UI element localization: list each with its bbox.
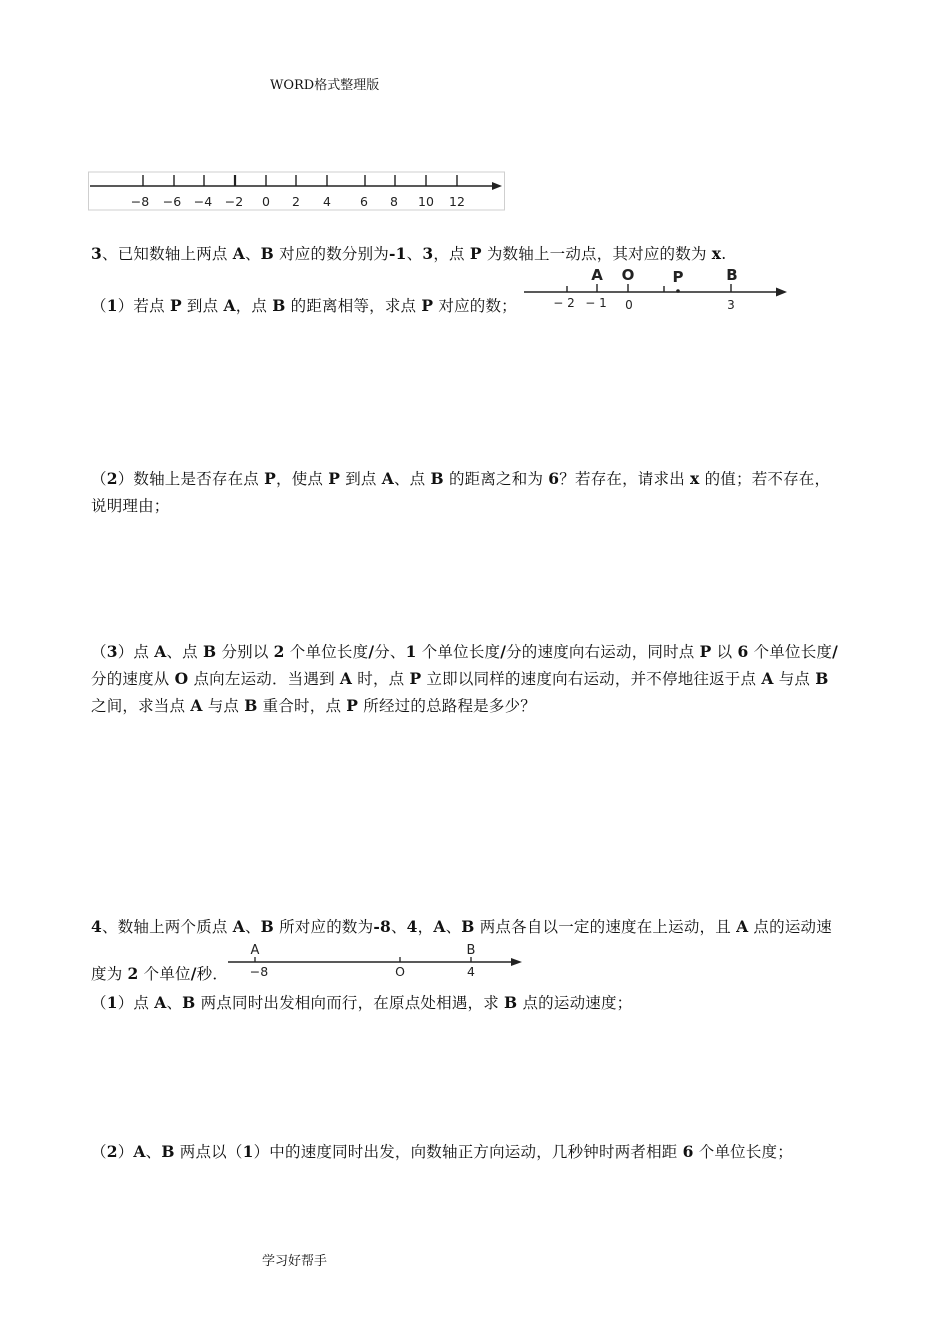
q3-part2-line2 xyxy=(91,494,170,516)
text-run: A xyxy=(232,917,245,936)
text-run: 2 xyxy=(127,964,139,983)
tick-label: 0 xyxy=(625,298,633,312)
text-run: 1 xyxy=(106,296,118,315)
text-run: 以 xyxy=(711,643,738,661)
text-run: 、 xyxy=(445,918,462,936)
text-run: -8 xyxy=(373,917,391,936)
text-run: A xyxy=(381,469,394,488)
text-run: x xyxy=(690,469,700,488)
text-run: 分、 xyxy=(374,643,406,661)
text-run: B xyxy=(182,993,196,1012)
text-run: ， xyxy=(417,918,434,936)
text-run: 个单位长度 xyxy=(416,643,501,661)
tick-label: −4 xyxy=(193,194,213,209)
text-run: B xyxy=(430,469,444,488)
text-run: A xyxy=(154,993,167,1012)
text-run: 2 xyxy=(106,469,118,488)
text-run: 、 xyxy=(244,918,261,936)
tick-label: − 1 xyxy=(585,296,607,310)
tick-label: 6 xyxy=(360,194,368,209)
tick-label: 8 xyxy=(390,194,398,209)
tick-label: 10 xyxy=(418,194,434,209)
text-run: P xyxy=(328,469,341,488)
text-run: ，点 xyxy=(235,297,273,315)
text-run: （ xyxy=(91,1143,107,1161)
text-run: 分别以 xyxy=(216,643,274,661)
text-run: （ xyxy=(91,994,107,1012)
text-run: 点的运动速度； xyxy=(517,994,633,1012)
text-run: 分的速度向右运动，同时点 xyxy=(506,643,700,661)
text-run: P xyxy=(469,244,482,263)
text-run: ，点 xyxy=(433,245,470,263)
text-run: 3 xyxy=(91,244,102,263)
text-run: ） xyxy=(117,1143,134,1161)
text-run: B xyxy=(272,296,286,315)
text-run: 2 xyxy=(106,1142,118,1161)
text-run: 、 xyxy=(406,245,423,263)
axis-arrow xyxy=(511,958,522,966)
text-run: 3 xyxy=(422,244,434,263)
text-run: 时，点 xyxy=(352,670,410,688)
text-run: B xyxy=(504,993,518,1012)
text-run: 到点 xyxy=(340,470,382,488)
text-run: ？若存在，请求出 xyxy=(559,470,691,488)
text-run: 两点各自以一定的速度在上运动，且 xyxy=(474,918,737,936)
text-run: 为数轴上一动点，其对应的数为 xyxy=(481,245,712,263)
q4-stem-line2 xyxy=(91,962,228,984)
text-run: 、 xyxy=(244,245,261,263)
text-run: 度为 xyxy=(91,965,128,983)
text-run: 4 xyxy=(91,917,102,936)
text-run: ）点 xyxy=(117,643,155,661)
point-label-p: P xyxy=(672,268,684,286)
text-run: B xyxy=(260,244,274,263)
text-run: 6 xyxy=(682,1142,694,1161)
text-run: / xyxy=(190,964,197,983)
text-run: 到点 xyxy=(181,297,224,315)
axis-arrow xyxy=(776,288,787,297)
text-run: ）数轴上是否存在点 xyxy=(117,470,265,488)
text-run: 所对应的数为 xyxy=(273,918,374,936)
text-run: 、 xyxy=(145,1143,162,1161)
tick-label: 4 xyxy=(323,194,331,209)
text-run: P xyxy=(421,296,434,315)
text-run: B xyxy=(161,1142,175,1161)
text-run: 个单位 xyxy=(138,965,191,983)
text-run: 的距离相等，求点 xyxy=(285,297,422,315)
text-run: 6 xyxy=(548,469,560,488)
text-run: 、点 xyxy=(393,470,431,488)
text-run: 、点 xyxy=(166,643,203,661)
text-run: 个单位长度 xyxy=(284,643,369,661)
point-label-a: A xyxy=(250,943,260,958)
tick-label: 3 xyxy=(727,298,735,312)
text-run: / xyxy=(368,642,375,661)
q3-part3-line2 xyxy=(91,667,829,689)
text-run: 秒． xyxy=(196,965,229,983)
point-label-b: B xyxy=(466,943,476,958)
text-run: 所经过的总路程是多少？ xyxy=(358,697,536,715)
text-run: 与点 xyxy=(773,670,816,688)
tick-label: 4 xyxy=(467,964,475,979)
text-run: B xyxy=(815,669,829,688)
text-run: 说明理由； xyxy=(91,497,170,515)
page-footer: 学习好帮手 xyxy=(262,1254,328,1269)
text-run: A xyxy=(433,917,446,936)
text-run: x xyxy=(711,244,722,263)
text-run: 个单位长度 xyxy=(748,643,833,661)
text-run: 、 xyxy=(166,994,183,1012)
point-label-o: O xyxy=(621,266,635,284)
text-run: P xyxy=(699,642,712,661)
text-run: 的距离之和为 xyxy=(443,470,549,488)
text-run: 4 xyxy=(406,917,418,936)
text-run: （ xyxy=(91,297,107,315)
text-run: -1 xyxy=(389,244,407,263)
text-run: 点的运动速 xyxy=(748,918,832,936)
q3-part2-line1 xyxy=(91,467,830,489)
text-run: A xyxy=(190,696,203,715)
tick-label: −2 xyxy=(224,194,244,209)
text-run: ）中的速度同时出发，向数轴正方向运动，几秒钟时两者相距 xyxy=(253,1143,683,1161)
text-run: 6 xyxy=(737,642,749,661)
q3-stem xyxy=(91,242,726,264)
text-run: 2 xyxy=(273,642,285,661)
text-run: B xyxy=(461,917,475,936)
text-run: ，使点 xyxy=(276,470,329,488)
page-header: WORD格式整理版 xyxy=(270,78,380,93)
tick-label: O xyxy=(395,964,405,979)
text-run: 1 xyxy=(405,642,417,661)
text-run: 点向左运动．当遇到 xyxy=(188,670,340,688)
text-run: P xyxy=(264,469,276,488)
text-run: A xyxy=(232,244,245,263)
tick-label: −8 xyxy=(130,194,150,209)
text-run: A xyxy=(761,669,774,688)
text-run: 对应的数分别为 xyxy=(273,245,390,263)
text-run: （ xyxy=(91,470,107,488)
text-run: P xyxy=(169,296,182,315)
text-run: 对应的数； xyxy=(433,297,517,315)
text-run: / xyxy=(500,642,507,661)
q4-part2 xyxy=(91,1140,793,1162)
q3-part3-line3 xyxy=(91,694,536,716)
text-run: A xyxy=(133,1142,146,1161)
axis-arrow xyxy=(492,182,502,190)
q3-part3-line1 xyxy=(91,640,838,662)
tick-label: −8 xyxy=(249,964,269,979)
text-run: 立即以同样的速度向右运动，并不停地往返于点 xyxy=(421,670,762,688)
text-run: 与点 xyxy=(202,697,245,715)
tick-marks xyxy=(143,175,457,186)
text-run: A xyxy=(736,917,749,936)
number-line-figure-1 xyxy=(88,168,508,212)
text-run: B xyxy=(203,642,217,661)
text-run: B xyxy=(244,696,258,715)
tick-label: − 2 xyxy=(553,296,575,310)
text-run: A xyxy=(339,669,353,688)
point-label-b: B xyxy=(726,266,738,284)
tick-label: 0 xyxy=(262,194,270,209)
text-run: P xyxy=(409,669,422,688)
tick-label: 2 xyxy=(292,194,300,209)
tick-label: 12 xyxy=(449,194,465,209)
point-p-dot xyxy=(676,289,680,293)
number-line-figure-2 xyxy=(524,262,790,312)
text-run: ）若点 xyxy=(117,297,170,315)
point-label-a: A xyxy=(591,266,603,284)
text-run: P xyxy=(346,696,359,715)
text-run: 、已知数轴上两点 xyxy=(102,245,233,263)
text-run: . xyxy=(721,245,727,263)
text-run: 分的速度从 xyxy=(91,670,175,688)
text-run: 重合时，点 xyxy=(257,697,347,715)
text-run: 两点同时出发相向而行，在原点处相遇，求 xyxy=(195,994,505,1012)
text-run: A xyxy=(223,296,236,315)
text-run: B xyxy=(260,917,274,936)
text-run: 的值；若不存在， xyxy=(699,470,831,488)
text-run: ）点 xyxy=(117,994,155,1012)
text-run: 、 xyxy=(390,918,407,936)
text-run: 1 xyxy=(106,993,118,1012)
tick-label: −6 xyxy=(162,194,182,209)
number-line-figure-3 xyxy=(228,940,526,980)
text-run: 1 xyxy=(242,1142,254,1161)
text-run: A xyxy=(154,642,167,661)
text-run: 两点以（ xyxy=(174,1143,243,1161)
q4-part1 xyxy=(91,991,632,1013)
text-run: / xyxy=(832,642,838,661)
q4-stem-line1 xyxy=(91,915,832,937)
text-run: 3 xyxy=(106,642,118,661)
text-run: O xyxy=(174,669,189,688)
text-run: 、数轴上两个质点 xyxy=(102,918,233,936)
text-run: 个单位长度； xyxy=(693,1143,793,1161)
text-run: （ xyxy=(91,643,107,661)
q3-part1 xyxy=(91,294,517,316)
tick-marks xyxy=(567,284,731,292)
text-run: 之间，求当点 xyxy=(91,697,191,715)
